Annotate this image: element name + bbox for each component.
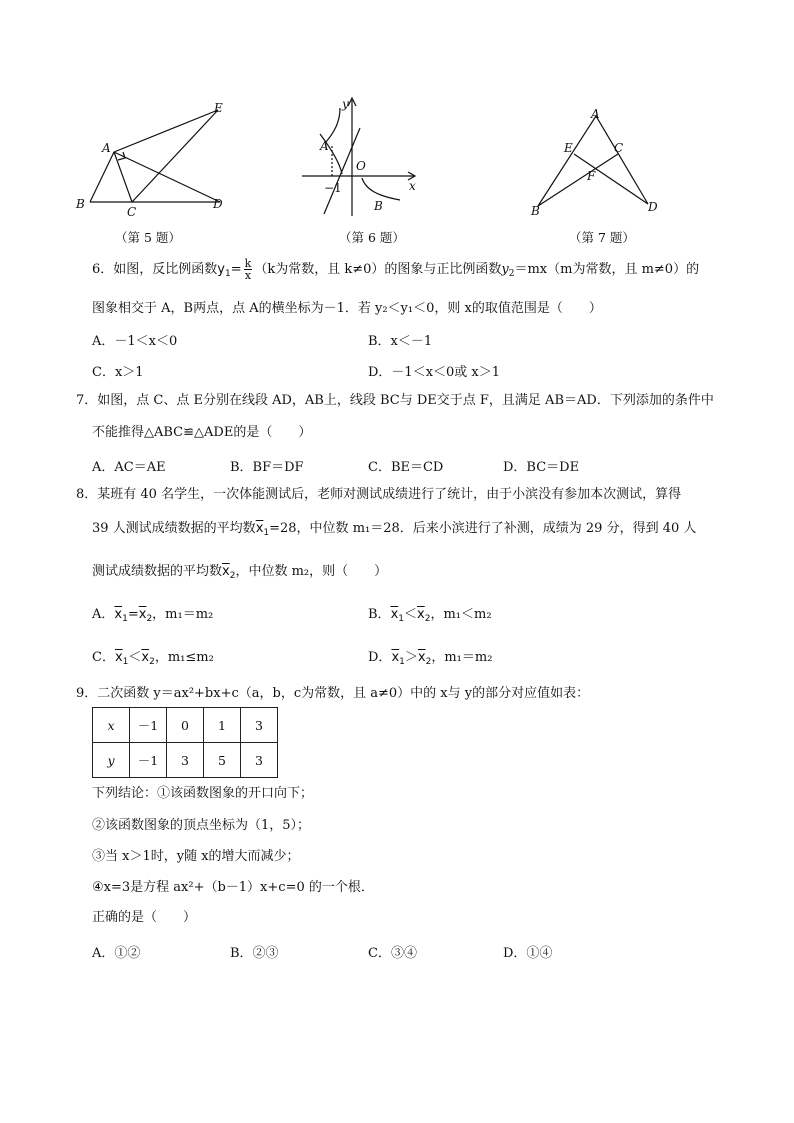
q6-line1: 6．如图，反比例函数$y_1=$ $\frac{k}{x}$ （k为常数，且 k≠0）的图象与正比例函数$y_2=mx(m$为常数，且 m≠0）的	[92, 257, 700, 282]
q8-line3: 测试成绩数据的平均数$\overline{x}_2$，中位数 m₂，则（ ）	[92, 564, 388, 581]
q9-value-table	[92, 707, 278, 778]
q6-option-b[interactable]: B．x＜－1	[368, 334, 433, 349]
table-cell: 3	[241, 708, 278, 743]
q8-option-d[interactable]: D．$\overline{x}_1>\overline{x}_2$，m₁＝m₂	[368, 650, 493, 667]
q7-option-c[interactable]: C．BE＝CD	[368, 460, 444, 475]
q6-option-d[interactable]: D．－1＜x＜0或 x＞1	[368, 365, 501, 380]
q8-line2: 39 人测试成绩数据的平均数$\overline{x}_1=28$，中位数 m₁＝28．后来小滨进行了补测，成绩为 29 分，得到 40 人	[92, 521, 697, 538]
q7-option-d[interactable]: D．BC＝DE	[503, 460, 580, 475]
q9-option-d[interactable]: D．①④	[503, 946, 553, 961]
table-row	[93, 708, 278, 743]
fig7-label-A: A	[591, 107, 600, 121]
fig7-label-D: D	[648, 200, 658, 214]
fig5-label-A: A	[102, 141, 111, 155]
q7-option-b[interactable]: B．BF＝DF	[230, 460, 304, 475]
table-cell: －1	[130, 743, 167, 778]
q7-line1: 7．如图，点 C、点 E分别在线段 AD，AB上，线段 BC与 DE交于点 F，且满足 AB＝AD．下列添加的条件中	[76, 393, 714, 408]
fig7-label-E: E	[564, 141, 573, 155]
figure-7	[524, 106, 669, 221]
q9-conclusion-2: ②该函数图象的顶点坐标为（1，5）；	[92, 818, 311, 833]
fig6-label-A: A	[320, 139, 329, 153]
q7-line2: 不能推得△ABC≌△ADE的是（ ）	[92, 425, 312, 440]
q8-option-c[interactable]: C．$\overline{x}_1<\overline{x}_2$，m₁≤m₂	[92, 650, 214, 667]
figure-6	[296, 94, 426, 222]
fig7-caption: （第 7 题）	[569, 230, 635, 245]
table-cell: 0	[167, 708, 204, 743]
table-cell: 5	[204, 743, 241, 778]
table-row	[93, 743, 278, 778]
fig7-label-B: B	[531, 204, 540, 218]
q6-fraction: $\frac{k}{x}$	[244, 257, 252, 282]
q6-line2: 图象相交于 A，B两点，点 A的横坐标为－1．若 y₂＜y₁＜0，则 x的取值范围是（ ）	[92, 301, 602, 316]
fig6-caption: （第 6 题）	[339, 230, 405, 245]
q6-option-a[interactable]: A．－1＜x＜0	[92, 334, 178, 349]
q8-line1: 8．某班有 40 名学生，一次体能测试后，老师对测试成绩进行了统计，由于小滨没有参加本次测试，算得	[76, 487, 682, 502]
q9-option-a[interactable]: A．①②	[92, 946, 141, 961]
fig6-label-B: B	[374, 199, 383, 213]
q9-line1: 9．二次函数 y＝ax²+bx+c（a，b，c为常数，且 a≠0）中的 x与 y的部分对应值如表：	[76, 686, 590, 701]
table-cell-x-label: x	[93, 708, 130, 743]
fig5-label-C: C	[127, 205, 137, 218]
q9-conclusion-4: ④x=3是方程 ax²+（b－1）x+c=0 的一个根．	[92, 880, 374, 895]
table-cell: －1	[130, 708, 167, 743]
q9-conclusion-3: ③当 x＞1时，y随 x的增大而减少；	[92, 849, 300, 864]
q7-option-a[interactable]: A．AC＝AE	[92, 460, 166, 475]
table-cell-y-label: y	[93, 743, 130, 778]
table-cell: 3	[167, 743, 204, 778]
fig5-caption: （第 5 题）	[115, 230, 181, 245]
q8-option-a[interactable]: A．$\overline{x}_1=\overline{x}_2$，m₁＝m₂	[92, 607, 214, 624]
q9-correct-prompt: 正确的是（ ）	[92, 910, 197, 925]
fig6-label-y: y	[342, 97, 349, 111]
q9-option-c[interactable]: C．③④	[368, 946, 417, 961]
fig6-label-neg1: −1	[324, 181, 342, 195]
q6-option-c[interactable]: C．x＞1	[92, 365, 144, 380]
fig7-label-F: F	[587, 169, 596, 183]
fig7-label-C: C	[614, 141, 624, 155]
fig5-label-E: E	[214, 101, 223, 115]
q9-option-b[interactable]: B．②③	[230, 946, 279, 961]
fig5-label-B: B	[76, 197, 85, 211]
fig5-label-D: D	[213, 197, 223, 211]
figure-5	[70, 98, 240, 218]
fig6-label-x: x	[409, 179, 416, 193]
table-cell: 1	[204, 708, 241, 743]
fig6-label-O: O	[356, 159, 366, 173]
table-cell: 3	[241, 743, 278, 778]
q8-option-b[interactable]: B．$\overline{x}_1<\overline{x}_2$，m₁＜m₂	[368, 607, 492, 624]
q9-conclusion-1: 下列结论：①该函数图象的开口向下；	[92, 786, 314, 801]
